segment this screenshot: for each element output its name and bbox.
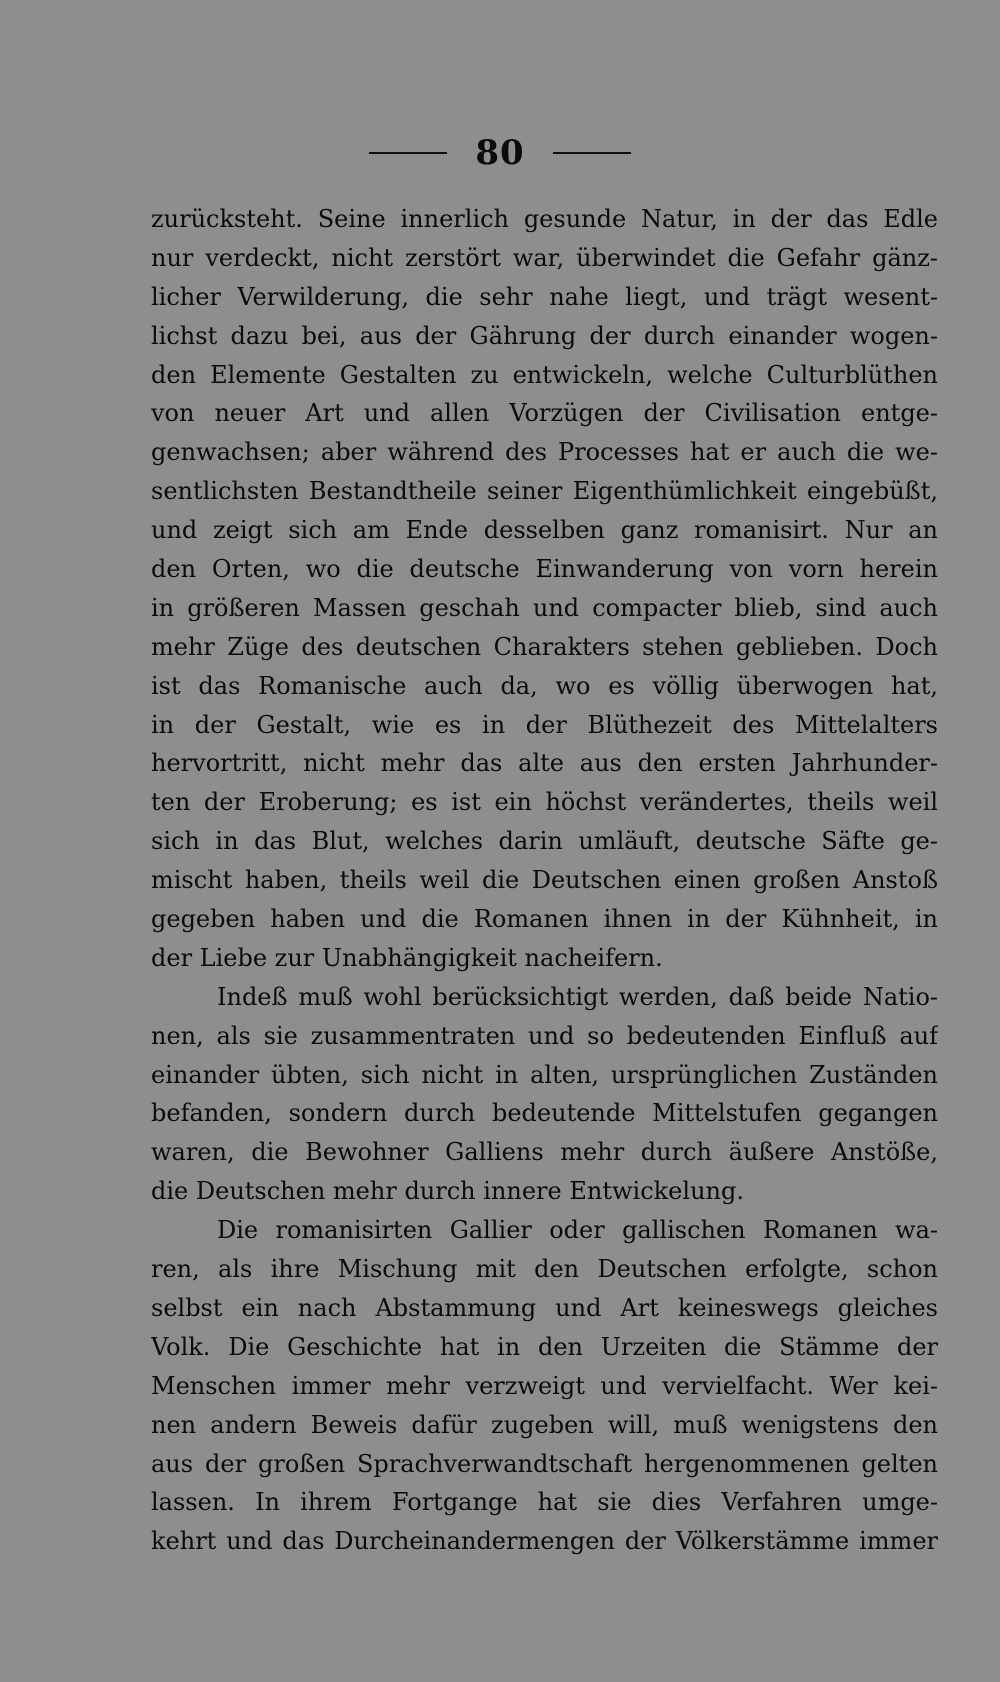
text-line: von neuer Art und allen Vorzügen der Civilisation entge- <box>151 399 938 428</box>
text-line: Indeß muß wohl berücksichtigt werden, daß beide Natio- <box>217 982 938 1011</box>
page-header <box>0 128 1000 178</box>
text-line: den Orten, wo die deutsche Einwanderung von vorn herein <box>151 555 938 584</box>
text-line: und zeigt sich am Ende desselben ganz romanisirt. Nur an <box>151 516 938 545</box>
text-line: der Liebe zur Unabhängigkeit nacheifern. <box>151 943 663 972</box>
text-line: sentlichsten Bestandtheile seiner Eigenthümlichkeit eingebüßt, <box>151 477 938 506</box>
text-line: die Deutschen mehr durch innere Entwickelung. <box>151 1177 744 1206</box>
text-line: aus der großen Sprachverwandtschaft hergenommenen gelten <box>151 1449 938 1478</box>
text-line: lichst dazu bei, aus der Gährung der durch einander wogen- <box>151 321 938 350</box>
text-line: mehr Züge des deutschen Charakters stehen geblieben. Doch <box>151 632 938 661</box>
text-line: nur verdeckt, nicht zerstört war, überwindet die Gefahr gänz- <box>151 243 938 272</box>
header-rule-right <box>553 152 631 154</box>
header-rule-left <box>369 152 447 154</box>
text-line: ren, als ihre Mischung mit den Deutschen erfolgte, schon <box>151 1255 938 1284</box>
text-line: ist das Romanische auch da, wo es völlig überwogen hat, <box>151 671 938 700</box>
text-line: einander übten, sich nicht in alten, ursprünglichen Zuständen <box>151 1060 938 1089</box>
text-line: nen andern Beweis dafür zugeben will, muß wenigstens den <box>151 1410 938 1439</box>
text-line: nen, als sie zusammentraten und so bedeutenden Einfluß auf <box>151 1021 938 1050</box>
text-line: selbst ein nach Abstammung und Art keineswegs gleiches <box>151 1293 938 1322</box>
text-line: kehrt und das Durcheinandermengen der Völkerstämme immer <box>151 1527 938 1556</box>
text-line: Volk. Die Geschichte hat in den Urzeiten die Stämme der <box>151 1332 938 1361</box>
text-line: in der Gestalt, wie es in der Blüthezeit des Mittelalters <box>151 710 938 739</box>
text-line: ten der Eroberung; es ist ein höchst verändertes, theils weil <box>151 788 938 817</box>
text-line: in größeren Massen geschah und compacter blieb, sind auch <box>151 593 938 622</box>
page-number: 80 <box>475 133 525 173</box>
text-line: genwachsen; aber während des Processes hat er auch die we- <box>151 438 938 467</box>
text-line: lassen. In ihrem Fortgange hat sie dies Verfahren umge- <box>151 1488 938 1517</box>
text-line: zurücksteht. Seine innerlich gesunde Natur, in der das Edle <box>151 205 938 233</box>
text-line: Die romanisirten Gallier oder gallischen Romanen wa- <box>217 1216 938 1245</box>
text-line: den Elemente Gestalten zu entwickeln, welche Culturblüthen <box>151 360 938 389</box>
text-line: mischt haben, theils weil die Deutschen einen großen Anstoß <box>151 866 938 895</box>
text-line: hervortritt, nicht mehr das alte aus den ersten Jahrhunder- <box>151 749 938 778</box>
text-line: gegeben haben und die Romanen ihnen in der Kühnheit, in <box>151 905 938 934</box>
text-line: licher Verwilderung, die sehr nahe liegt, und trägt wesent- <box>151 282 938 311</box>
text-line: befanden, sondern durch bedeutende Mittelstufen gegangen <box>151 1099 938 1128</box>
text-line: Menschen immer mehr verzweigt und vervielfacht. Wer kei- <box>151 1371 938 1400</box>
text-line: waren, die Bewohner Galliens mehr durch äußere Anstöße, <box>151 1138 938 1167</box>
body-text <box>151 200 938 1561</box>
text-line: sich in das Blut, welches darin umläuft, deutsche Säfte ge- <box>151 827 938 856</box>
